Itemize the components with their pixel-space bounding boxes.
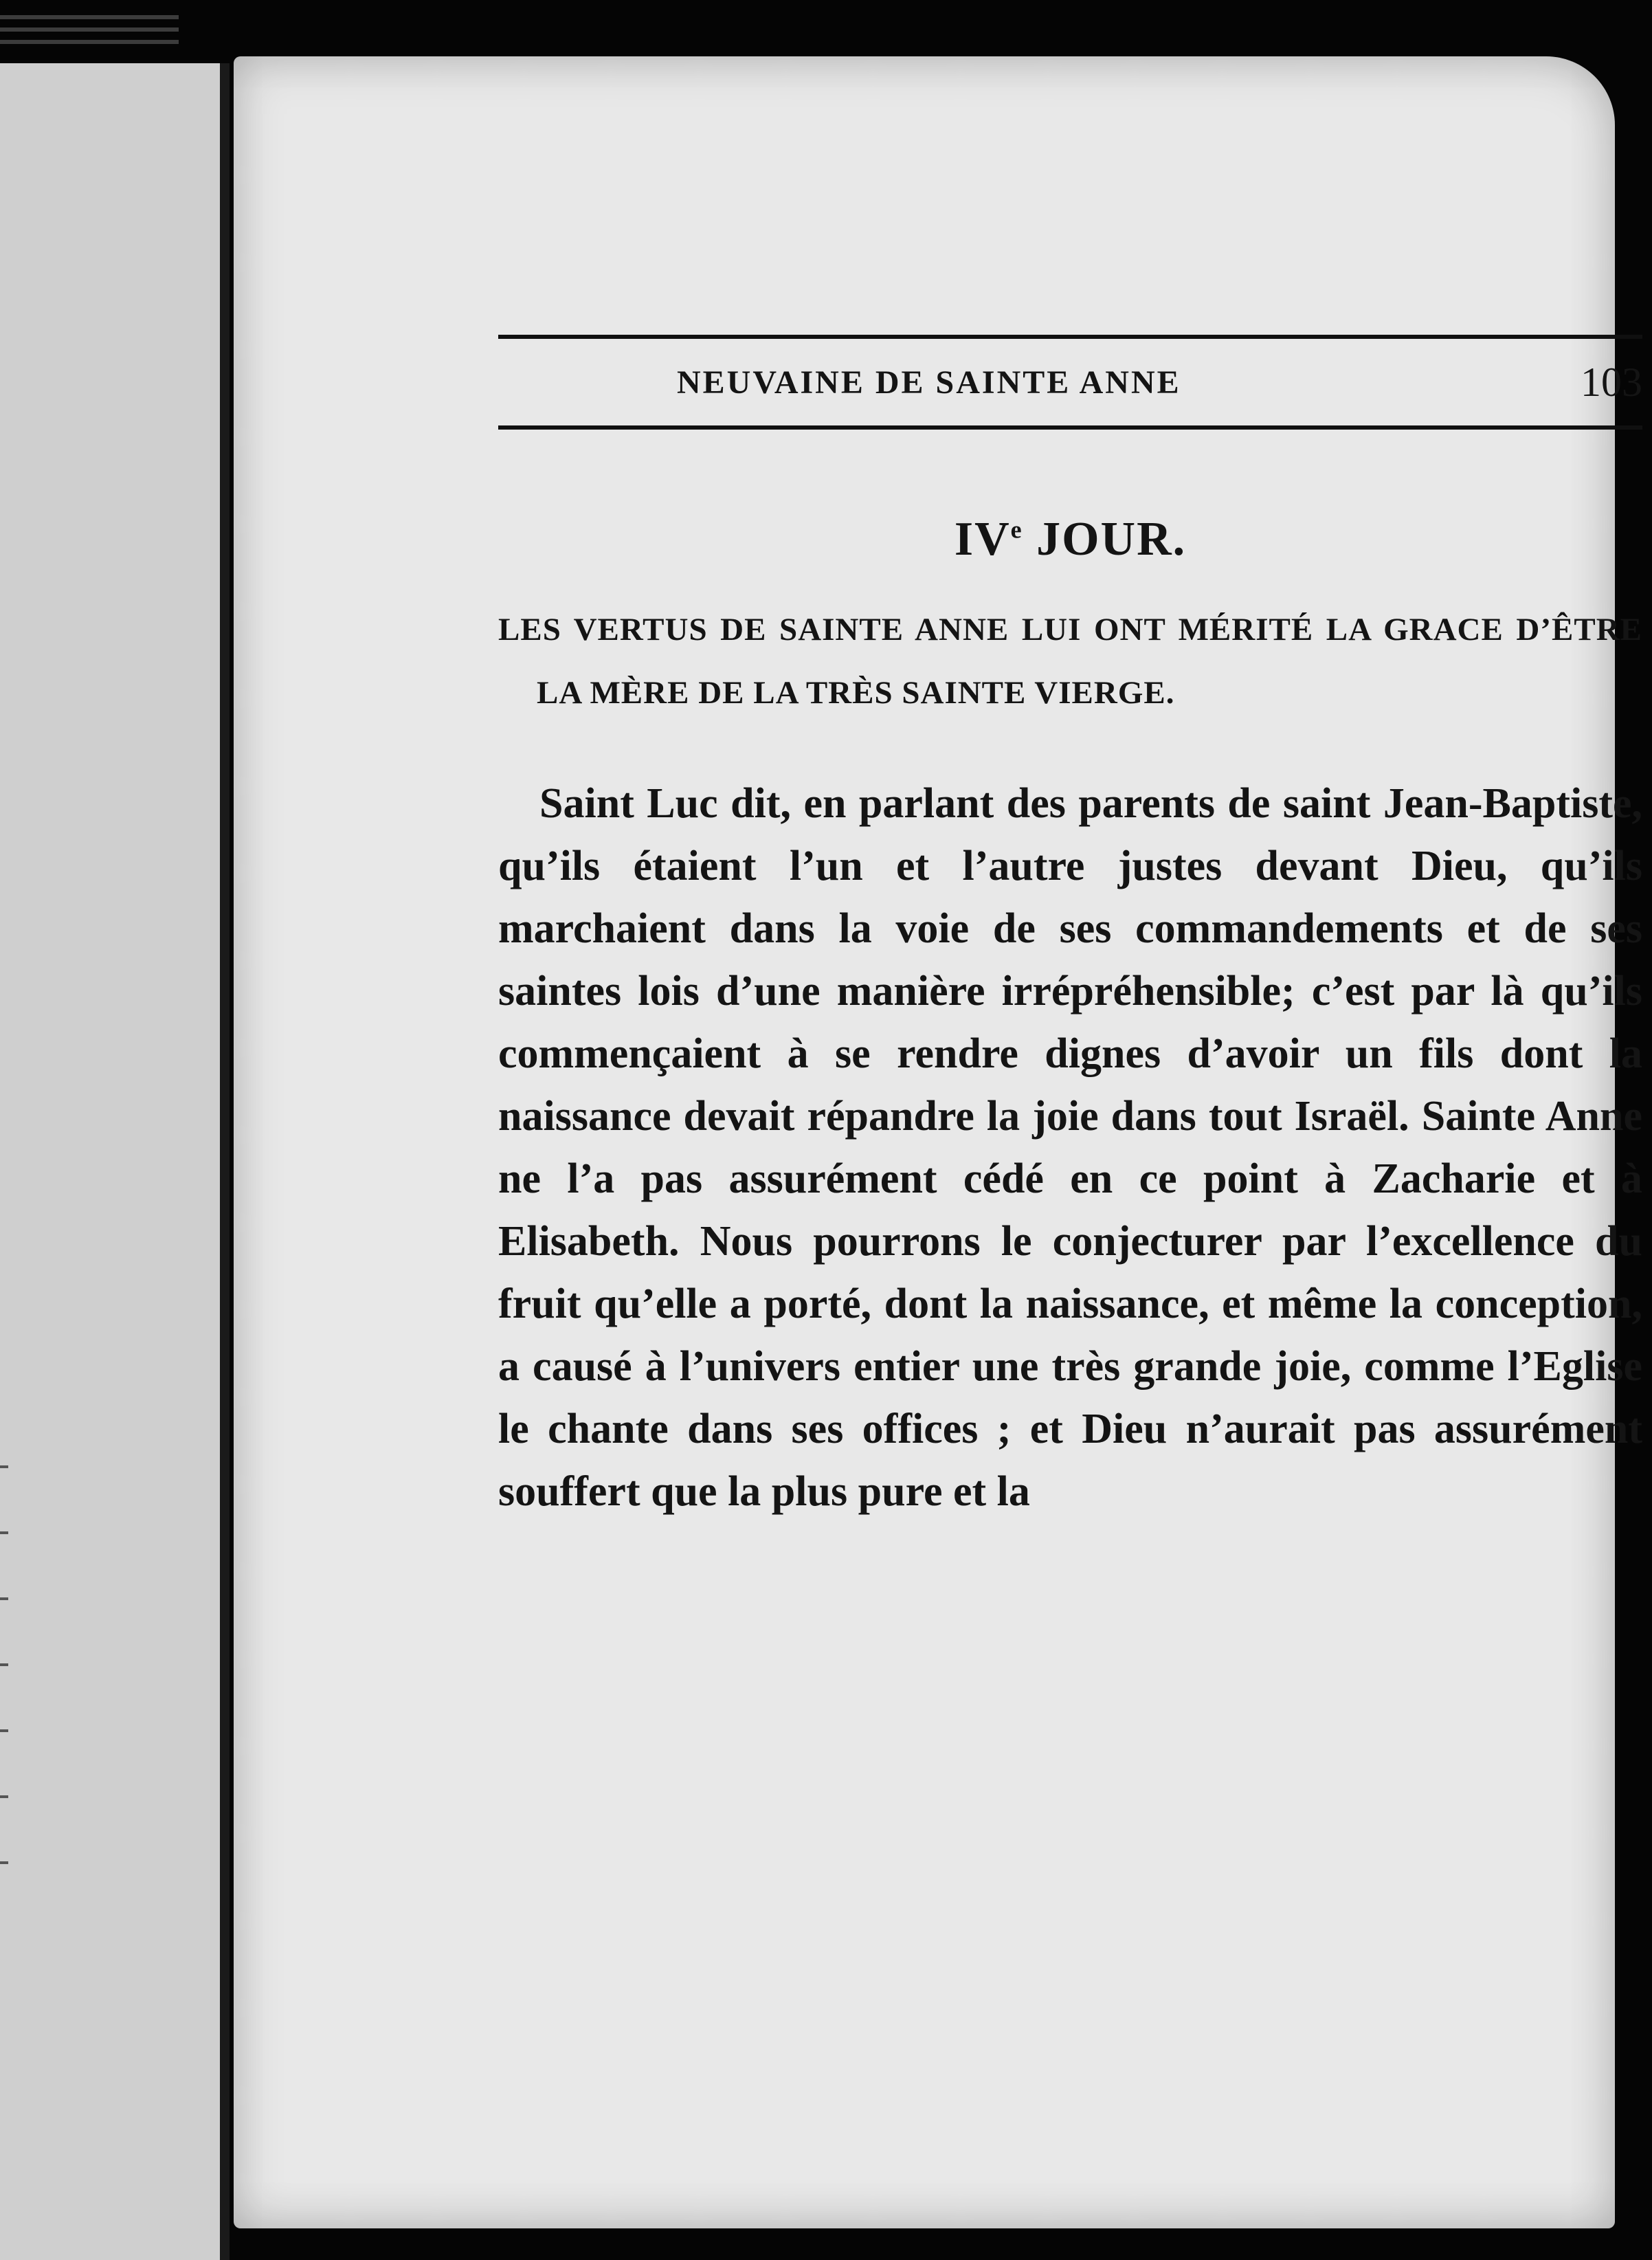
page-number: 103 xyxy=(1581,359,1642,405)
facing-page-edge xyxy=(0,63,227,2260)
top-edge-rule xyxy=(0,15,179,19)
chapter-title-superscript: e xyxy=(1010,516,1023,544)
book-gutter xyxy=(220,63,230,2260)
facing-page-marks xyxy=(0,1465,19,1905)
top-edge-rule xyxy=(0,40,179,44)
body-paragraph: Saint Luc dit, en parlant des parents de saint Jean-Baptiste, qu’ils étaient l’un et l’autre justes devant Dieu, qu’ils marchaient dans la voie de ses commandements et de ses saintes lois d’une manière irrépréhensible; c’est par là qu’ils commençaient à se rendre dignes d’avoir un fils dont la naissance devait répandre la joie dans tout Israël. Sainte Anne ne l’a pas assurément cédé en ce point à Zacharie et à Elisabeth. Nous pourrons le conjecturer par l’excellence du fruit qu’elle a porté, dont la naissance, et même la conception, a causé à l’univers entier une très grande joie, comme l’Eglise le chante dans ses offices ; et Dieu n’aurait pas assurément souffert que la plus pure et la xyxy=(498,780,1642,1515)
header-bottom-rule xyxy=(498,425,1642,430)
page-content xyxy=(498,335,1642,1523)
top-edge-rule xyxy=(0,27,179,32)
chapter-title-rest: JOUR. xyxy=(1023,513,1187,566)
running-title: NEUVAINE DE SAINTE ANNE xyxy=(677,364,1181,401)
chapter-title xyxy=(498,512,1642,567)
chapter-subtitle: LES VERTUS DE SAINTE ANNE LUI ONT MÉRITÉ LA GRACE D’ÊTRE LA MÈRE DE LA TRÈS SAINTE VIERGE. xyxy=(498,612,1642,711)
running-header xyxy=(498,339,1642,425)
chapter-title-numeral: IV xyxy=(954,513,1011,566)
book-page xyxy=(234,56,1642,2228)
